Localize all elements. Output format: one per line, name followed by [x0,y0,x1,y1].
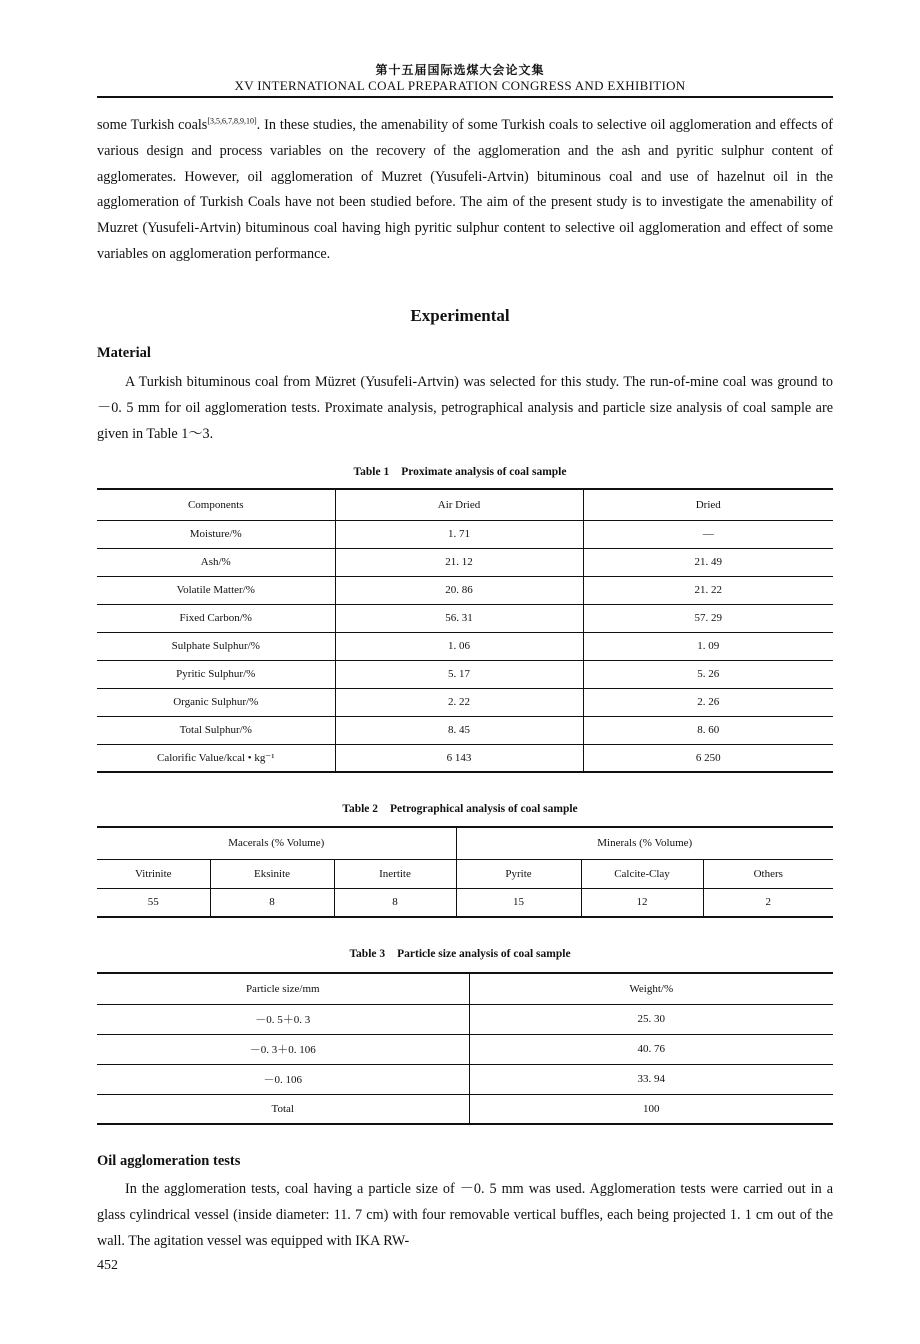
table-cell: 1. 71 [335,520,583,548]
table-row [97,688,833,716]
material-paragraph: A Turkish bituminous coal from Müzret (Yusufeli-Artvin) was selected for this study. The run-of-mine coal was ground to －0. 5 mm for oil agglomeration tests. Proximate analysis, petrographical analysis and particle size analysis of coal sample are given in Table 1～3. [97,374,833,442]
table-cell: 21. 49 [583,548,833,576]
table-header-row [97,859,833,888]
citation: [3,5,6,7,8,9,10] [207,116,257,126]
row-label: Ash/% [200,556,231,568]
header-divider [97,96,833,98]
table-cell: 1. 09 [583,632,833,660]
table-cell: 33. 94 [469,1064,833,1094]
column-header: Inertite [334,859,456,888]
table-cell: 21. 22 [583,576,833,604]
row-label: Sulphate Sulphur/% [171,640,260,652]
row-label: Total Sulphur/% [179,724,252,736]
table-row [97,660,833,688]
row-label: Volatile Matter/% [176,584,255,596]
table-row [97,716,833,744]
table-header-row [97,489,833,520]
table2-label: Table 2 [342,803,379,815]
header-chinese-title: 第十五届国际选煤大会论文集 [375,63,545,77]
table-cell: 1. 06 [335,632,583,660]
table-cell: 2. 22 [335,688,583,716]
table-row [97,1064,833,1094]
table-cell: 25. 30 [469,1004,833,1034]
table-row [97,1004,833,1034]
table-cell: 8 [334,888,456,917]
group-header-macerals: Macerals (% Volume) [228,837,325,850]
column-header: Components [187,498,244,511]
table-cell: 8 [210,888,334,917]
column-header: Calcite-Clay [581,859,703,888]
table-cell: 6 143 [335,744,583,772]
table-row [97,1094,833,1124]
table1-proximate-analysis [97,488,833,773]
table1-caption-text: Proximate analysis of coal sample [401,466,567,478]
intro-paragraph [97,113,833,268]
table3-caption [0,948,920,960]
column-header: Pyrite [456,859,581,888]
table3-caption-text: Particle size analysis of coal sample [397,948,571,960]
table-cell: 5. 17 [335,660,583,688]
table-cell: 5. 26 [583,660,833,688]
row-label: Fixed Carbon/% [179,612,252,624]
table1-label: Table 1 [353,466,390,478]
table-cell: 2. 26 [583,688,833,716]
oil-tests-paragraph: In the agglomeration tests, coal having a particle size of －0. 5 mm was used. Agglomeration tests were carried out in a glass cylindrical vessel (inside diameter: 11. 7 cm) with four removable vertical buffles, each being projected 1. 1 cm out of the wall. The agitation vessel was equipped with IKA RW- [97,1181,833,1249]
table-cell: 2 [703,888,833,917]
table-row [97,548,833,576]
section-title-experimental: Experimental [410,306,510,325]
table-row [97,632,833,660]
row-label: Calorific Value/kcal • kg⁻¹ [156,752,275,765]
table-cell: 56. 31 [335,604,583,632]
subheading-oil-agglomeration-tests: Oil agglomeration tests [97,1153,241,1169]
table-cell: 57. 29 [583,604,833,632]
table-row [97,576,833,604]
column-header: Particle size/mm [245,982,320,995]
row-label: －0. 106 [263,1074,302,1086]
table3-particle-size-analysis [97,972,833,1125]
column-header: Air Dried [335,489,583,520]
row-label: －0. 3＋0. 106 [249,1044,316,1056]
table-cell: 8. 45 [335,716,583,744]
table-row [97,520,833,548]
row-label: －0. 5＋0. 3 [255,1014,311,1026]
table-cell: 15 [456,888,581,917]
row-label: Organic Sulphur/% [173,696,259,708]
table2-caption-text: Petrographical analysis of coal sample [390,803,578,815]
table-cell: 8. 60 [583,716,833,744]
header-english-title: XV INTERNATIONAL COAL PREPARATION CONGRESS AND EXHIBITION [234,78,686,93]
table-cell: 6 250 [583,744,833,772]
table-row [97,1034,833,1064]
table-cell: 21. 12 [335,548,583,576]
table-row [97,888,833,917]
column-header: Others [703,859,833,888]
intro-text-start: some Turkish coals [97,117,208,133]
table-cell: 40. 76 [469,1034,833,1064]
row-label: Pyritic Sulphur/% [176,668,256,680]
column-header: Vitrinite [134,867,172,880]
row-label: Total [271,1102,294,1115]
table-row [97,744,833,772]
column-header: Eksinite [210,859,334,888]
table-cell: 20. 86 [335,576,583,604]
group-header-row [97,827,833,859]
table-cell: 100 [469,1094,833,1124]
group-header-minerals: Minerals (% Volume) [456,827,833,859]
subheading-material: Material [97,345,151,361]
table-row [97,604,833,632]
page-number: 452 [97,1258,118,1273]
table-header-row [97,973,833,1004]
table3-label: Table 3 [349,948,386,960]
table2-caption [0,803,920,815]
table-cell: 12 [581,888,703,917]
row-label: Moisture/% [189,528,242,540]
intro-text-rest: . In these studies, the amenability of some Turkish coals to selective oil agglomeration and effects of various design and process variables on the recovery of the agglomeration and the ash and pyritic sulphur content of agglomerates. However, oil agglomeration of Muzret (Yusufeli-Artvin) bituminous coal and use of hazelnut oil in the agglomeration of Turkish Coals have not been studied before. The aim of the present study is to investigate the amenability of Muzret (Yusufeli-Artvin) bituminous coal having high pyritic sulphur content to selective oil agglomeration and effect of some variables on agglomeration performance. [97,117,834,262]
column-header: Weight/% [469,973,833,1004]
table-cell: 55 [147,896,159,909]
table-cell: — [583,520,833,548]
table1-caption [0,466,920,478]
table2-petrographical-analysis [97,826,833,918]
column-header: Dried [583,489,833,520]
